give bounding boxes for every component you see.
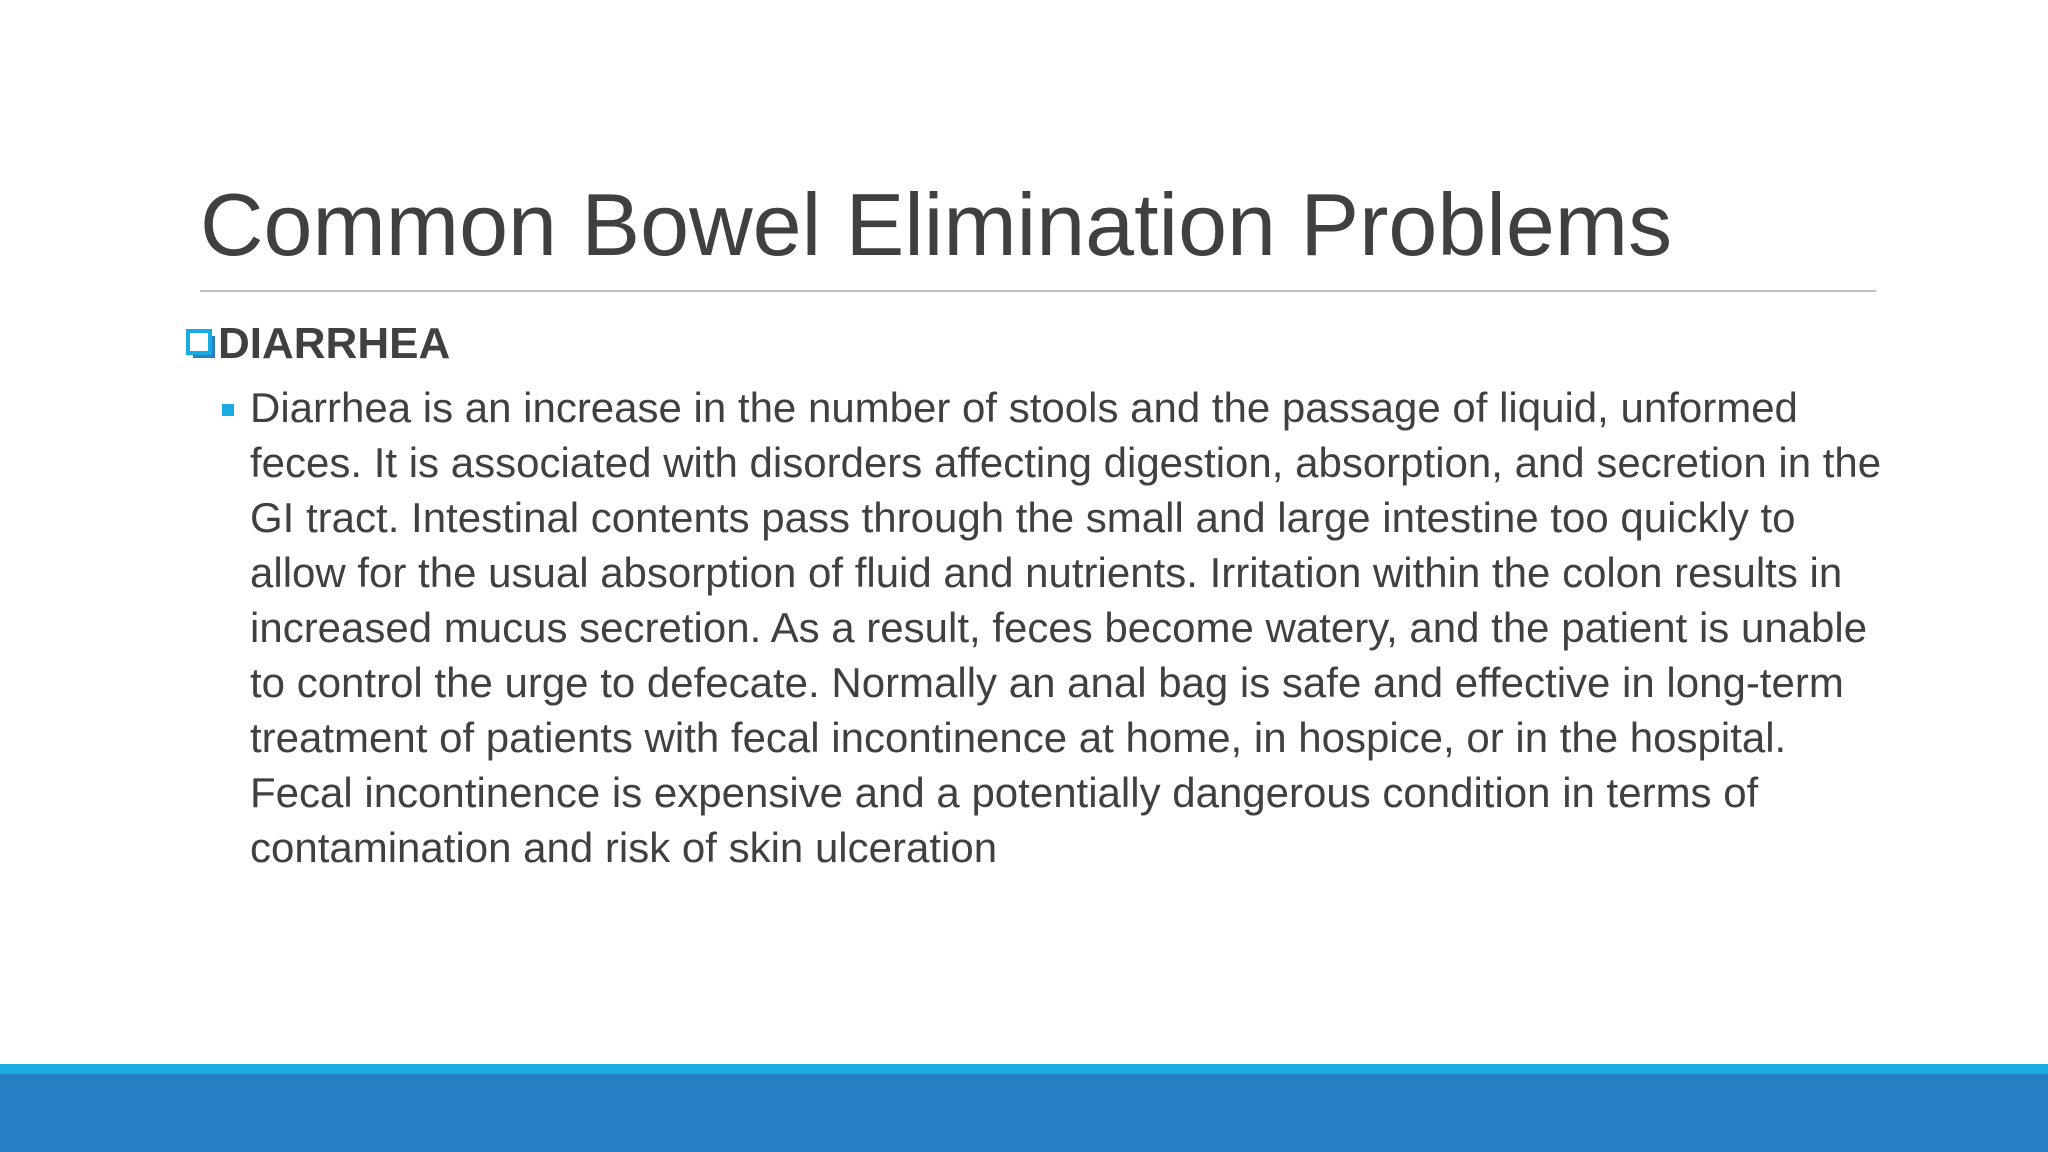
footer-accent-stripe bbox=[0, 1064, 2048, 1074]
bullet-item bbox=[222, 380, 1882, 875]
bullet-text: Diarrhea is an increase in the number of stools and the passage of liquid, unformed feces. It is associated with disorders affecting digestion, absorption, and secretion in the GI tract. Intestinal contents pass through the small and large intestine too quickly to allow for the usual absorption of fluid and nutrients. Irritation within the colon results in increased mucus secretion. As a result, feces become watery, and the patient is unable to control the urge to defecate. Normally an anal bag is safe and effective in long-term treatment of patients with fecal incontinence at home, in hospice, or in the hospital. Fecal incontinence is expensive and a potentially dangerous condition in terms of contamination and risk of skin ulceration bbox=[250, 384, 1882, 871]
section-label: DIARRHEA bbox=[218, 319, 451, 368]
slide-title: Common Bowel Elimination Problems bbox=[200, 175, 1673, 274]
checkbox-icon bbox=[186, 329, 216, 359]
square-bullet-icon bbox=[222, 404, 234, 416]
footer-band bbox=[0, 1074, 2048, 1152]
title-divider bbox=[200, 290, 1876, 292]
section-heading bbox=[186, 314, 450, 374]
